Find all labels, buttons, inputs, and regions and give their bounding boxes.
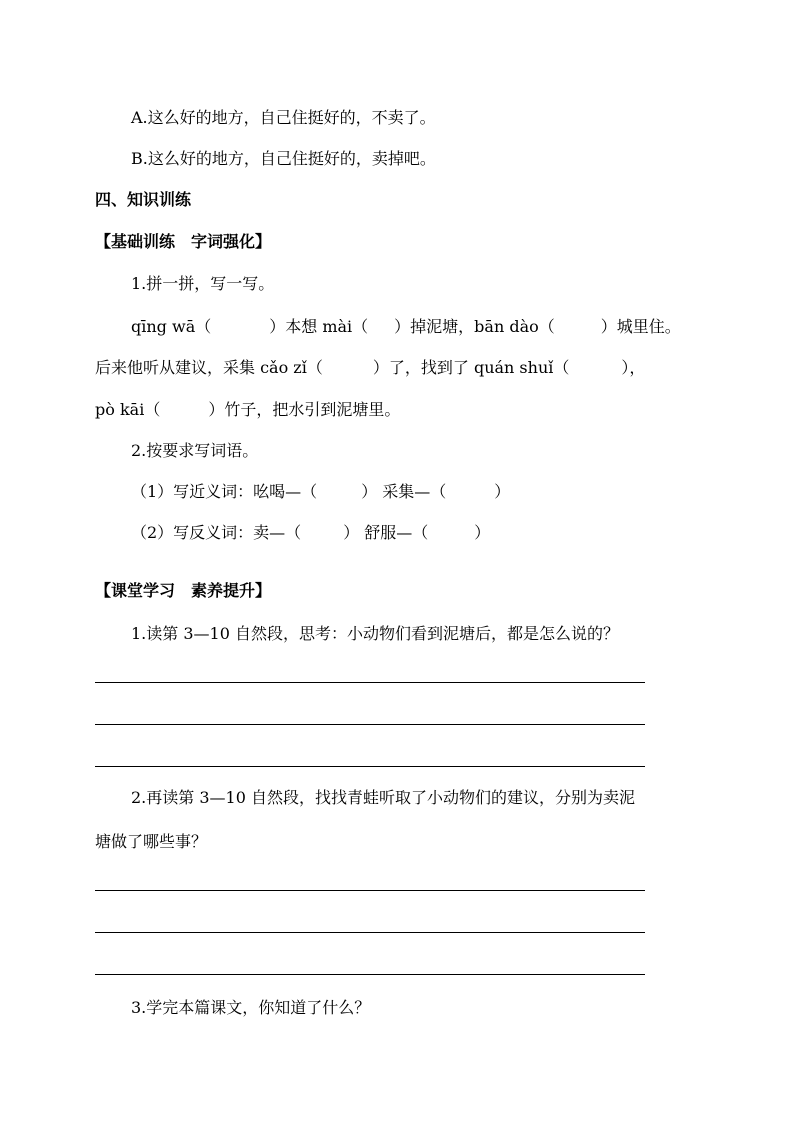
class-q2-line-2: 塘做了哪些事？ <box>95 832 208 851</box>
answer-line[interactable] <box>95 974 645 975</box>
answer-line[interactable] <box>95 724 645 725</box>
pinyin-text: pò kāi（ <box>95 400 161 419</box>
antonym-text: （2）写反义词：卖—（ <box>131 523 302 542</box>
pinyin-text: ）掉泥塘，bān dào（ <box>394 317 555 336</box>
class-study-heading: 【课堂学习 素养提升】 <box>95 581 272 600</box>
q1-title: 1.拼一拼，写一写。 <box>131 274 275 293</box>
synonym-text: ） 采集—（ <box>361 482 447 501</box>
pinyin-text: qīng wā（ <box>131 317 212 336</box>
answer-line[interactable] <box>95 890 645 891</box>
pinyin-text: ）， <box>621 358 646 377</box>
pinyin-text: 后来他听从建议，采集 cǎo zǐ（ <box>95 358 323 377</box>
answer-line[interactable] <box>95 932 645 933</box>
pinyin-text: ）本想 mài（ <box>269 317 369 336</box>
antonym-text: ） <box>474 523 491 542</box>
class-q3: 3.学完本篇课文，你知道了什么？ <box>131 998 371 1017</box>
pinyin-line-2 <box>95 357 645 379</box>
answer-line[interactable] <box>95 766 645 767</box>
pinyin-line-3 <box>95 399 400 421</box>
class-q1: 1.读第 3—10 自然段，思考：小动物们看到泥塘后，都是怎么说的？ <box>131 624 619 643</box>
pinyin-text: ）城里住。 <box>600 317 681 336</box>
basic-training-heading: 【基础训练 字词强化】 <box>95 232 272 251</box>
antonym-line <box>131 522 490 544</box>
synonym-text: ） <box>494 482 511 501</box>
q2-title: 2.按要求写词语。 <box>131 441 259 460</box>
option-a: A.这么好的地方，自己住挺好的，不卖了。 <box>131 108 436 127</box>
antonym-text: ） 舒服—（ <box>343 523 429 542</box>
class-q2-line-1: 2.再读第 3—10 自然段，找找青蛙听取了小动物们的建议，分别为卖泥 <box>131 788 635 807</box>
option-b: B.这么好的地方，自己住挺好的，卖掉吧。 <box>131 149 436 168</box>
pinyin-line-1 <box>131 316 681 338</box>
synonym-line <box>131 481 510 503</box>
synonym-text: （1）写近义词：吆喝—（ <box>131 482 318 501</box>
section-title: 四、知识训练 <box>95 190 192 209</box>
pinyin-text: ）竹子，把水引到泥塘里。 <box>208 400 401 419</box>
answer-line[interactable] <box>95 682 645 683</box>
pinyin-text: ）了，找到了 quán shuǐ（ <box>372 358 570 377</box>
